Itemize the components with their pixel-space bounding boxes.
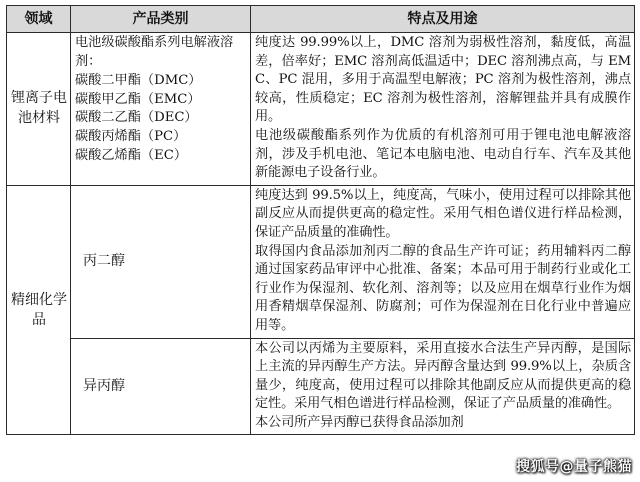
category-item: 碳酸丙烯酯（PC）: [75, 128, 187, 144]
features-paragraph: 电池级碳酸酯系列作为优质的有机溶剂可用于锂电池电解液溶剂，涉及手机电池、笔记本电脑电池、电动自行车、汽车及其他新能源电子设备行业。: [255, 127, 631, 181]
category-item: 碳酸乙烯酯（EC）: [75, 147, 188, 163]
category-cell: 丙二醇: [71, 185, 251, 338]
category-cell: 异丙醇: [71, 338, 251, 435]
category-item: 碳酸二甲酯（DMC）: [75, 73, 202, 89]
product-table: [6, 5, 635, 435]
watermark: 搜狐号@量子熊猫: [516, 459, 632, 475]
features-cell: [251, 338, 635, 435]
features-paragraph: 纯度达到 99.5%以上，纯度高，气味小，使用过程可以排除其他副反应从而提供更高的稳定性。采用气相色谱仪进行样品检测，保证产品质量的准确性。: [255, 187, 631, 240]
table-header-row: [7, 6, 635, 33]
category-item: 碳酸甲乙酯（EMC）: [75, 91, 201, 107]
features-cell: [251, 33, 635, 186]
table-row: [7, 33, 635, 186]
table-row: [7, 338, 635, 435]
features-paragraph: 取得国内食品添加剂丙二醇的食品生产许可证；药用辅料丙二醇通过国家药品审评中心批准、备案；本品可用于制药行业或化工行业作为保湿剂、软化剂、溶剂等；以及应用在烟草行业作为烟用香精烟草保湿剂、防腐剂；可作为保湿剂在日化行业中普遍应用等。: [255, 243, 631, 333]
domain-cell: 锂离子电池材料: [7, 33, 71, 186]
header-category: 产品类别: [71, 6, 251, 33]
category-cell: [71, 33, 251, 186]
features-paragraph: 本公司所产异丙醇已获得食品添加剂: [255, 414, 464, 430]
features-paragraph: 本公司以丙烯为主要原料，采用直接水合法生产异丙醇，是国际上主流的异丙醇生产方法。异丙醇含量达到 99.9%以上，杂质含量少，纯度高，使用过程可以排除其他副反应从而提供更高的稳定性。采用气相色谱进行样品检测，保证了产品质量的准确性。: [255, 340, 631, 412]
features-paragraph: 纯度达 99.99%以上，DMC 溶剂为弱极性溶剂，黏度低，高温差，倍率好；EMC 溶剂高低温适中；DEC 溶剂沸点高，与 EMC、PC 混用，多用于高温型电解液；PC 溶剂为极性溶剂，沸点较高，性质稳定；EC 溶剂为极性溶剂，溶解锂盐并具有成膜作用。: [255, 35, 631, 125]
features-cell: [251, 185, 635, 338]
header-features: 特点及用途: [251, 6, 635, 33]
category-item: 碳酸二乙酯（DEC）: [75, 110, 198, 126]
table-row: [7, 185, 635, 338]
header-domain: 领域: [7, 6, 71, 33]
category-title: 电池级碳酸酯系列电解液溶剂：: [75, 35, 234, 69]
domain-cell: 精细化学品: [7, 185, 71, 435]
